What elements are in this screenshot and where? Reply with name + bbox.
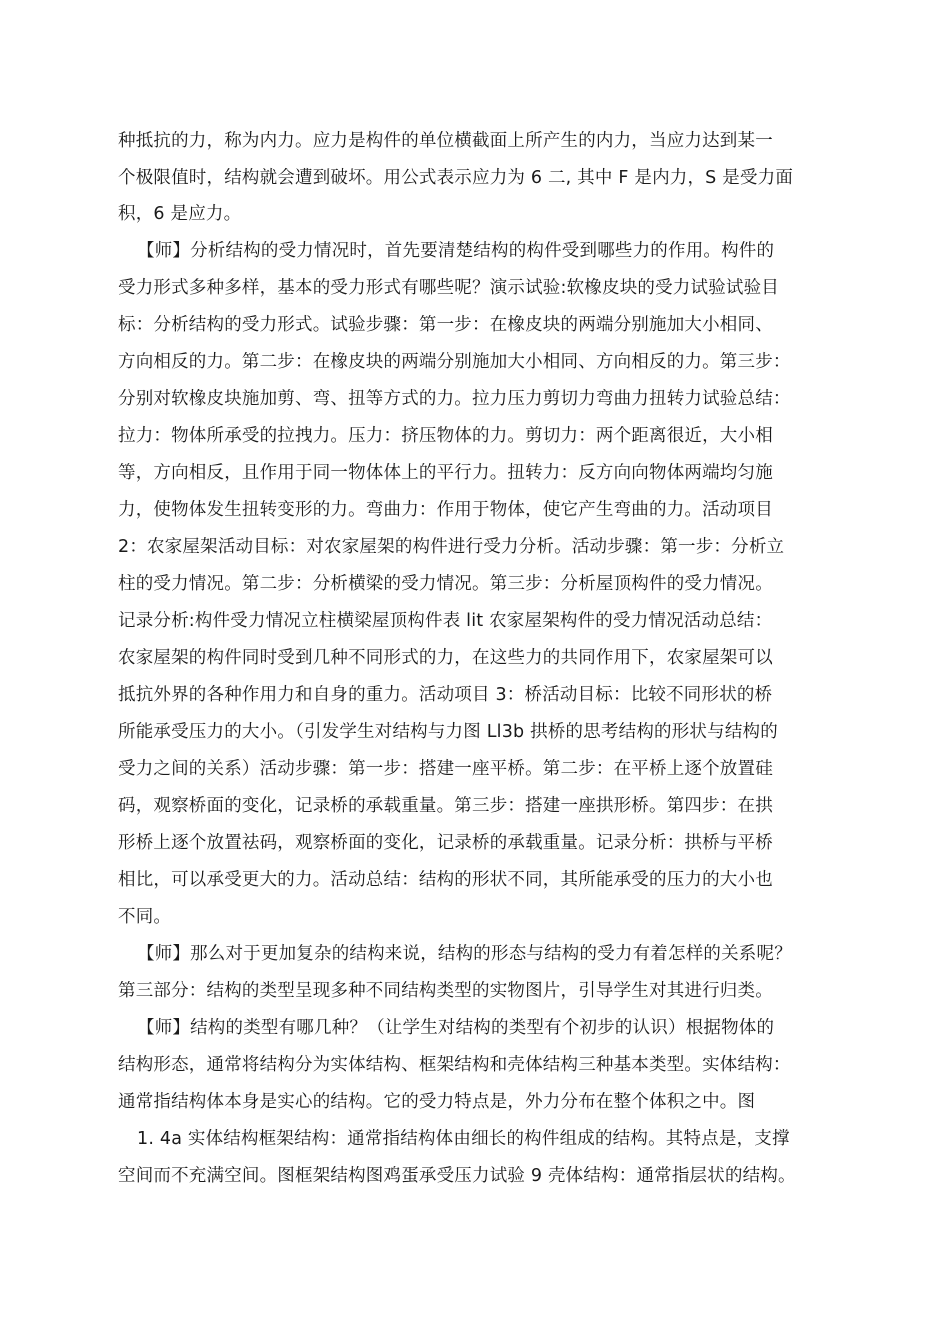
- text-line: 种抵抗的力，称为内力。应力是构件的单位横截面上所产生的内力，当应力达到某一: [118, 131, 773, 151]
- text-line: 等，方向相反，且作用于同一物体体上的平行力。扭转力：反方向向物体两端均匀施: [118, 463, 773, 483]
- text-line: 积，6 是应力。: [118, 204, 242, 224]
- text-line: 2：农家屋架活动目标：对农家屋架的构件进行受力分析。活动步骤：第一步：分析立: [118, 537, 785, 557]
- text-line: 柱的受力情况。第二步：分析横梁的受力情况。第三步：分析屋顶构件的受力情况。: [118, 574, 773, 594]
- text-line: 个极限值时，结构就会遭到破坏。用公式表示应力为 6 二, 其中 F 是内力，S 是受力面: [118, 168, 794, 188]
- text-line: 受力形式多种多样，基本的受力形式有哪些呢？演示试验:软橡皮块的受力试验试验目: [118, 278, 779, 298]
- text-line: 分别对软橡皮块施加剪、弯、扭等方式的力。拉力压力剪切力弯曲力扭转力试验总结：: [118, 389, 791, 409]
- paragraph-start-line: 【师】结构的类型有哪几种？（让学生对结构的类型有个初步的认识）根据物体的: [137, 1018, 775, 1038]
- paragraph-start-line: 【师】分析结构的受力情况时，首先要清楚结构的构件受到哪些力的作用。构件的: [137, 241, 775, 261]
- text-line: 通常指结构体本身是实心的结构。它的受力特点是，外力分布在整个体积之中。图: [118, 1092, 756, 1112]
- text-line: 农家屋架的构件同时受到几种不同形式的力，在这些力的共同作用下，农家屋架可以: [118, 648, 773, 668]
- text-line: 力，使物体发生扭转变形的力。弯曲力：作用于物体，使它产生弯曲的力。活动项目: [118, 500, 773, 520]
- text-line: 1. 4a 实体结构框架结构：通常指结构体由细长的构件组成的结构。其特点是，支撑: [137, 1129, 790, 1149]
- text-line: 标：分析结构的受力形式。试验步骤：第一步：在橡皮块的两端分别施加大小相同、: [118, 315, 773, 335]
- text-line: 拉力：物体所承受的拉拽力。压力：挤压物体的力。剪切力：两个距离很近，大小相: [118, 426, 773, 446]
- text-line: 记录分析:构件受力情况立柱横梁屋顶构件表 lit 农家屋架构件的受力情况活动总结：: [118, 611, 773, 631]
- text-line: 形桥上逐个放置祛码，观察桥面的变化，记录桥的承载重量。记录分析：拱桥与平桥: [118, 833, 773, 853]
- text-line: 结构形态，通常将结构分为实体结构、框架结构和壳体结构三种基本类型。实体结构：: [118, 1055, 791, 1075]
- text-line: 空间而不充满空间。图框架结构图鸡蛋承受压力试验 9 壳体结构：通常指层状的结构。: [118, 1166, 796, 1186]
- text-line: 不同。: [118, 907, 172, 927]
- text-line: 抵抗外界的各种作用力和自身的重力。活动项目 3：桥活动目标：比较不同形状的桥: [118, 685, 773, 705]
- text-line: 码，观察桥面的变化，记录桥的承载重量。第三步：搭建一座拱形桥。第四步：在拱: [118, 796, 773, 816]
- text-line: 受力之间的关系）活动步骤：第一步：搭建一座平桥。第二步：在平桥上逐个放置硅: [118, 759, 773, 779]
- text-line: 第三部分：结构的类型呈现多种不同结构类型的实物图片，引导学生对其进行归类。: [118, 981, 773, 1001]
- text-line: 所能承受压力的大小。（引发学生对结构与力图 Ll3b 拱桥的思考结构的形状与结构的: [118, 722, 778, 742]
- text-line: 方向相反的力。第二步：在橡皮块的两端分别施加大小相同、方向相反的力。第三步：: [118, 352, 791, 372]
- paragraph-start-line: 【师】那么对于更加复杂的结构来说，结构的形态与结构的受力有着怎样的关系呢？: [137, 944, 792, 964]
- text-line: 相比，可以承受更大的力。活动总结：结构的形状不同，其所能承受的压力的大小也: [118, 870, 773, 890]
